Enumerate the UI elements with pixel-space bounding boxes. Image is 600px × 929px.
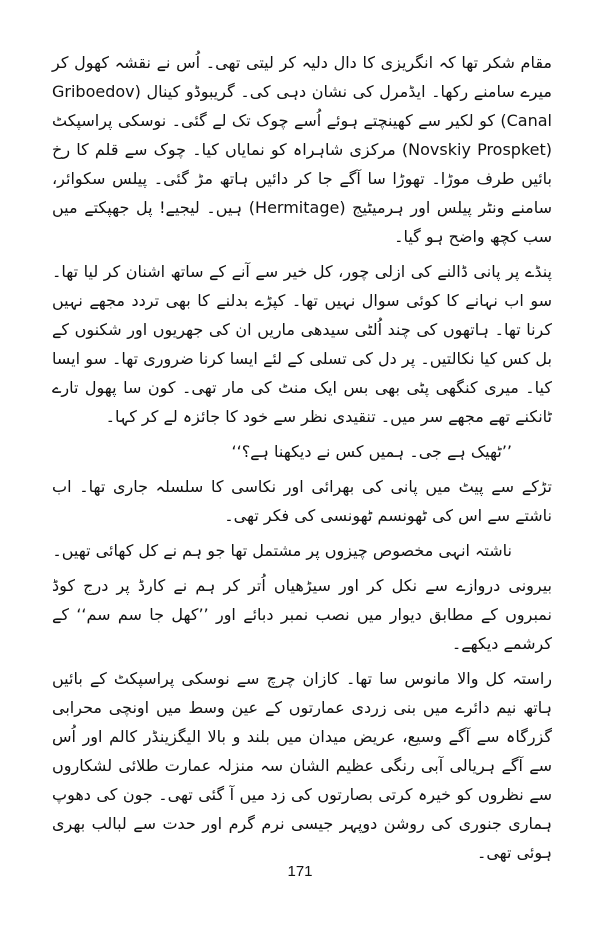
body-text (52, 48, 552, 873)
paragraph: پنڈے پر پانی ڈالنے کی ازلی چور، کل خیر سے آنے کے ساتھ اشنان کر لیا تھا۔ سو اب نہانے کا کوئی سوال نہیں تھا۔ کپڑے بدلنے کا بھی تردد مجھے نہیں کرنا تھا۔ ہاتھوں کی چند اُلٹی سیدھی ماریں ان کی جھریوں اور شکنوں کے بل کس کیا نکالتیں۔ پر دل کی تسلی کے لئے ایسا کرنا ضروری تھا۔ سو ایسا کیا۔ میری کنگھی پٹی بھی بس ایک منٹ کی مار تھی۔ کون سا پھول تارے ٹانکنے تھے مجھے سر میں۔ تنقیدی نظر سے خود کا جائزہ لے کر کہا۔ (52, 262, 552, 426)
page-number: 171 (287, 863, 313, 880)
paragraph: تڑکے سے پیٹ میں پانی کی بھرائی اور نکاسی کا سلسلہ جاری تھا۔ اب ناشتے سے اس کی ٹھونسم ٹھونسی کی فکر تھی۔ (52, 477, 552, 525)
paragraph: راستہ کل والا مانوس سا تھا۔ کازان چرچ سے نوسکی پراسپکٹ کے بائیں ہاتھ نیم دائرے میں بنی زردی عمارتوں کے عین وسط میں اونچی محرابی گزرگاہ سے آگے وسیع، عریض میدان میں بلند و بالا الیگزینڈر کالم اور اُس سے آگے ہریالی آبی رنگی عظیم الشان سہ منزلہ عمارت طلائی لشکاروں سے نظروں کو خیرہ کرتی بصارتوں کی زد میں آ گئی تھی۔ جون کی دھوپ ہماری جنوری کی روشن دوپہر جیسی نرم گرم اور حدت سے لبالب بھری ہوئی تھی۔ (52, 669, 552, 862)
dialogue-line: ’’ٹھیک ہے جی۔ ہمیں کس نے دیکھنا ہے؟‘‘ (231, 442, 512, 461)
paragraph: مقام شکر تھا کہ انگریزی کا دال دلیہ کر لیتی تھی۔ اُس نے نقشہ کھول کر میرے سامنے رکھا۔ ایڈمرل کی نشان دہی کی۔ گریبوڈو کینال (Griboedov Canal) کو لکیر سے کھینچتے ہوئے اُسے چوک تک لے گئی۔ نوسکی پراسپکٹ (Novskiy Prospket) مرکزی شاہراہ کو نمایاں کیا۔ چوک سے قلم کا رخ بائیں طرف موڑا۔ تھوڑا سا آگے جا کر دائیں ہاتھ مڑ گئی۔ پیلس سکوائر، سامنے ونٹر پیلس اور ہرمیٹیج (Hermitage) ہیں۔ لیجیے! پل جھپکتے میں سب کچھ واضح ہو گیا۔ (52, 53, 553, 246)
paragraph: ناشتہ انہی مخصوص چیزوں پر مشتمل تھا جو ہم نے کل کھائی تھیں۔ (52, 541, 512, 560)
paragraph: بیرونی دروازے سے نکل کر اور سیڑھیاں اُتر کر ہم نے کارڈ پر درج کوڈ نمبروں کے مطابق دیوار میں نصب نمبر دبائے اور ’’کھل جا سم سم‘‘ کے کرشمے دیکھے۔ (52, 576, 552, 653)
